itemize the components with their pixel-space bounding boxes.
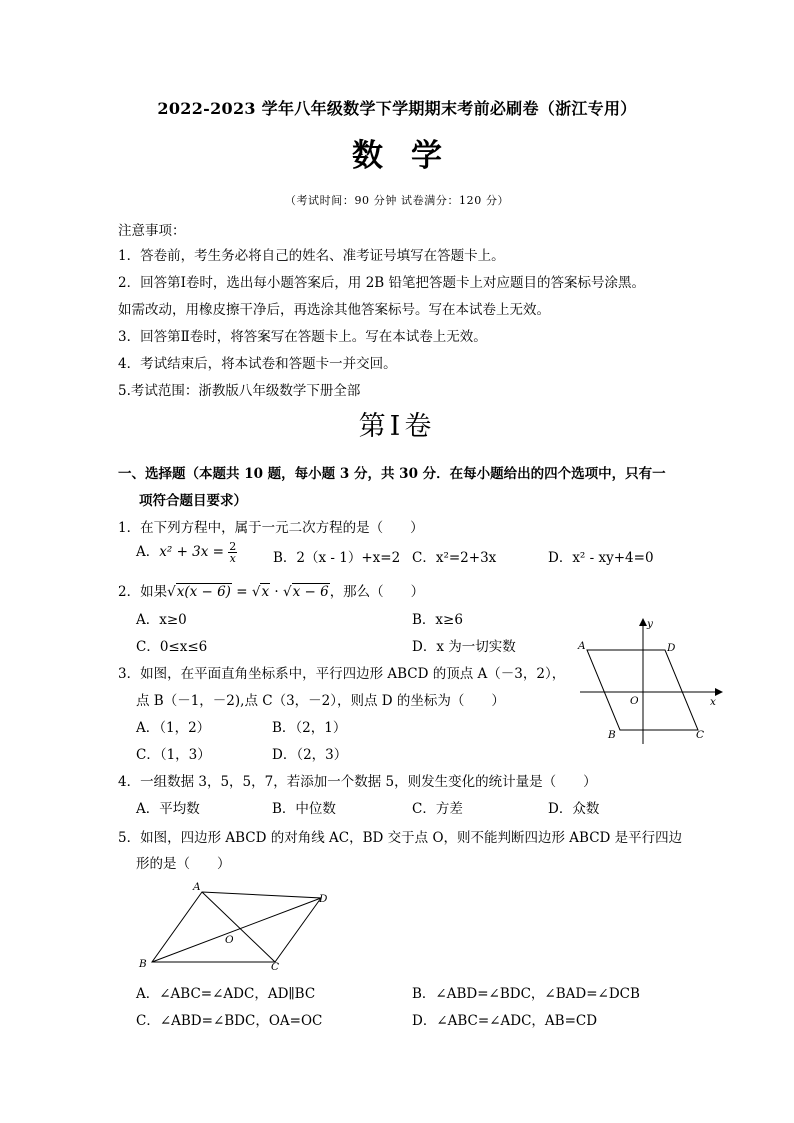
q4-option-b: B．中位数 xyxy=(272,801,336,817)
q2-stem xyxy=(118,580,424,600)
q1-stem: 1．在下列方程中，属于一元二次方程的是（ ） xyxy=(118,520,424,536)
exam-info: （考试时间：90 分钟 试卷满分：120 分） xyxy=(284,194,510,207)
label-x: x xyxy=(710,696,716,708)
q1-option-b: B．2（x - 1）+x=2 xyxy=(273,550,401,566)
fraction-denominator: x xyxy=(229,552,236,565)
q2-option-d: D．x 为一切实数 xyxy=(412,639,516,655)
label-b: B xyxy=(608,729,616,741)
q4-stem: 4．一组数据 3，5，5，7，若添加一个数据 5，则发生变化的统计量是（ ） xyxy=(118,774,597,790)
notes-heading: 注意事项： xyxy=(118,223,186,239)
section-title: 第Ⅰ卷 xyxy=(358,411,436,442)
label-y: y xyxy=(647,618,653,630)
label-d: D xyxy=(319,893,328,905)
note-item: 4．考试结束后，将本试卷和答题卡一并交回。 xyxy=(118,356,397,372)
label-a: A xyxy=(193,881,201,893)
q2-dot: · xyxy=(270,584,283,600)
radical-sign: √ xyxy=(251,584,261,600)
q2-radicand-left: x(x − 6) xyxy=(176,584,231,600)
q5-quadrilateral-figure xyxy=(135,878,335,973)
q2-stem-prefix: 2．如果 xyxy=(118,584,168,600)
q3-stem-line2: 点 B（－1，－2),点 C（3，－2），则点 D 的坐标为（ ） xyxy=(136,693,505,709)
q2-option-b: B．x≥6 xyxy=(412,612,463,628)
q2-equals: = xyxy=(231,584,252,600)
note-item: 1．答卷前，考生务必将自己的姓名、准考证号填写在答题卡上。 xyxy=(118,248,505,264)
q3-option-b: B．（2，1） xyxy=(272,720,347,736)
q4-option-a: A．平均数 xyxy=(136,801,200,817)
radical-sign: √ xyxy=(167,584,176,600)
radical-sign: √ xyxy=(282,584,292,600)
label-c: C xyxy=(696,729,705,741)
q5-stem-line1: 5．如图，四边形 ABCD 的对角线 AC，BD 交于点 O，则不能判断四边形 ABCD 是平行四边 xyxy=(118,830,683,846)
note-item: 如需改动，用橡皮擦干净后，再选涂其他答案标号。写在本试卷上无效。 xyxy=(118,302,550,318)
label-d: D xyxy=(667,642,676,654)
note-item: 3．回答第Ⅱ卷时，将答案写在答题卡上。写在本试卷上无效。 xyxy=(118,329,487,345)
q2-stem-suffix: ，那么（ ） xyxy=(329,584,425,600)
part1-heading: 一、选择题（本题共 10 题，每小题 3 分，共 30 分．在每小题给出的四个选项中，只有一 xyxy=(118,466,666,482)
q3-option-d: D．（2，3） xyxy=(272,747,348,763)
subject-title: 数学 xyxy=(352,138,470,174)
q2-radicand-2: x − 6 xyxy=(292,584,329,600)
label-c: C xyxy=(271,961,280,973)
quadrilateral-abcd xyxy=(152,892,321,962)
diagonal-ac xyxy=(202,892,275,962)
note-item: 2．回答第Ⅰ卷时，选出每小题答案后，用 2B 铅笔把答题卡上对应题目的答案标号涂黑。 xyxy=(118,275,646,291)
note-item: 5.考试范围：浙教版八年级数学下册全部 xyxy=(118,383,361,399)
q1-option-a-expr: x² + 3x = xyxy=(159,544,229,560)
q2-option-a: A．x≥0 xyxy=(136,612,187,628)
q1-option-a-label: A． xyxy=(136,544,160,560)
q1-option-c: C．x²=2+3x xyxy=(412,550,497,566)
q5-option-a: A．∠ABC=∠ADC，AD∥BC xyxy=(136,986,316,1002)
q1-option-d: D．x² - xy+4=0 xyxy=(548,550,654,566)
q2-option-c: C．0≤x≤6 xyxy=(136,639,208,655)
diagonal-bd xyxy=(152,898,321,962)
q1-option-a xyxy=(136,540,237,564)
x-axis-arrow xyxy=(715,688,723,696)
y-axis-arrow xyxy=(639,618,647,626)
q3-coordinate-figure xyxy=(570,612,730,747)
exam-title: 2022-2023 学年八年级数学下学期期末考前必刷卷（浙江专用） xyxy=(157,99,637,118)
q5-option-c: C．∠ABD=∠BDC，OA=OC xyxy=(136,1013,323,1029)
q1-option-a-fraction xyxy=(228,541,237,564)
q4-option-c: C．方差 xyxy=(412,801,463,817)
label-a: A xyxy=(578,640,586,652)
label-b: B xyxy=(139,958,147,970)
label-o: O xyxy=(225,934,234,946)
part1-heading-cont: 项符合题目要求） xyxy=(139,493,247,509)
fraction-numerator: 2 xyxy=(229,540,237,553)
q5-stem-line2: 形的是（ ） xyxy=(136,856,231,872)
q3-option-c: C．（1，3） xyxy=(136,747,211,763)
q5-option-b: B．∠ABD=∠BDC，∠BAD=∠DCB xyxy=(412,986,640,1002)
label-o: O xyxy=(630,695,639,707)
q5-option-d: D．∠ABC=∠ADC，AB=CD xyxy=(412,1013,598,1029)
q2-radicand-1: x xyxy=(261,584,270,600)
q4-option-d: D．众数 xyxy=(548,801,600,817)
q3-option-a: A．（1，2） xyxy=(136,720,211,736)
q3-stem-line1: 3．如图，在平面直角坐标系中，平行四边形 ABCD 的顶点 A（－3，2）， xyxy=(118,666,566,682)
